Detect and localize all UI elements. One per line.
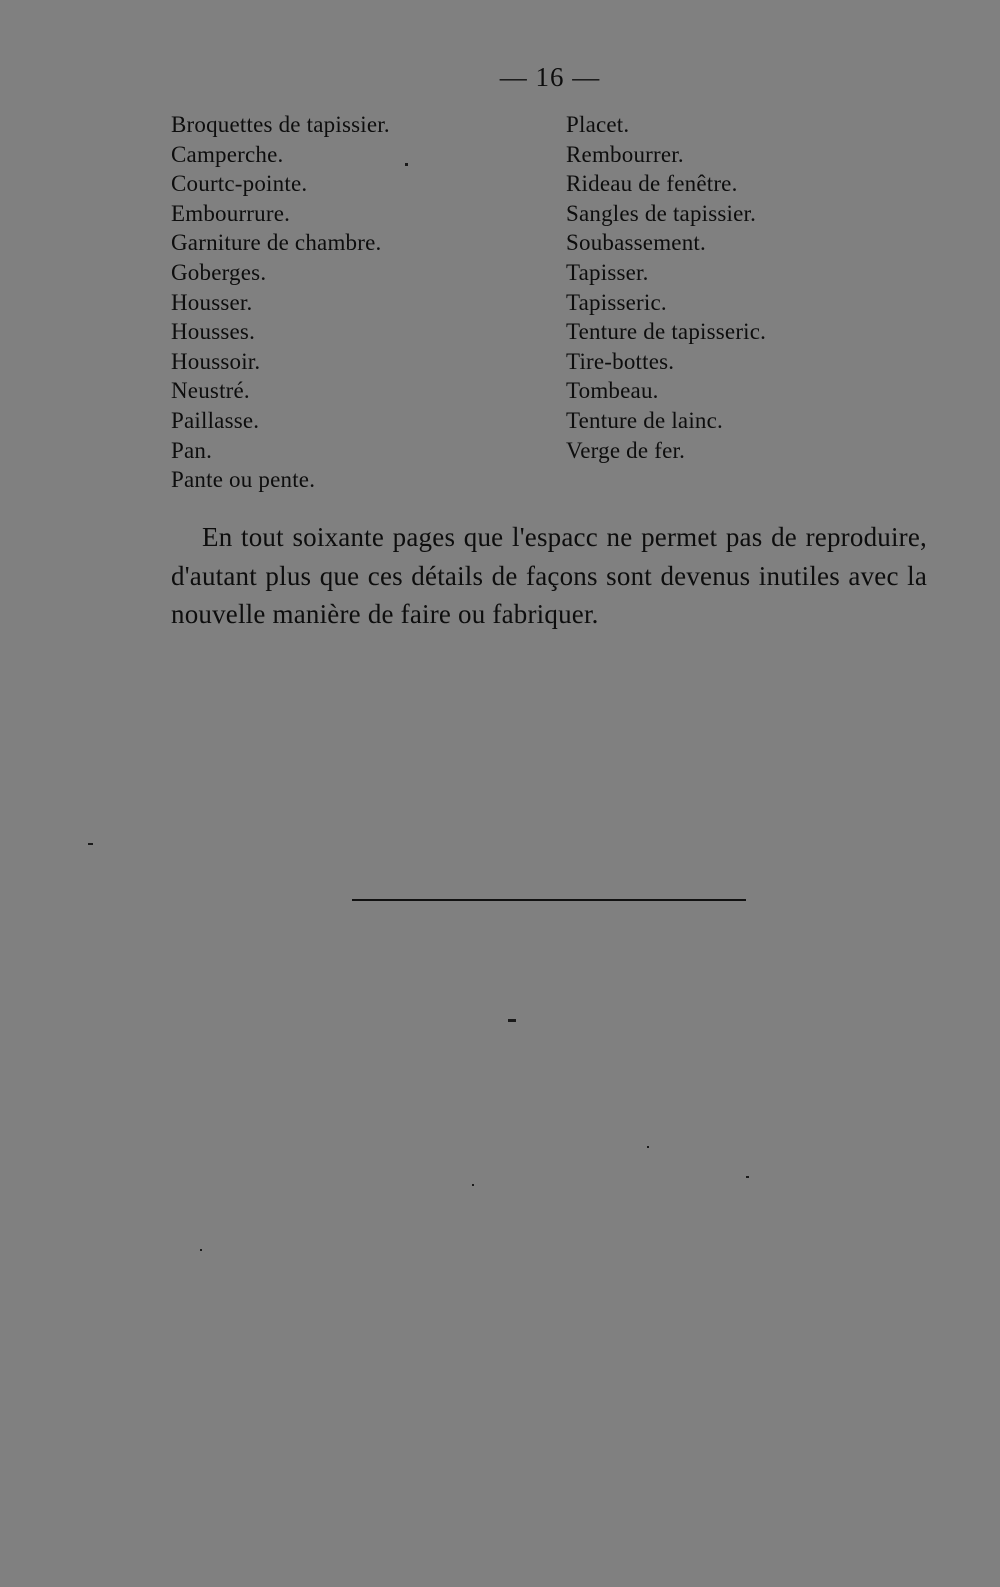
list-item: Camperche. xyxy=(171,141,284,167)
scan-speck xyxy=(746,1176,749,1178)
list-item: Broquettes de tapissier. xyxy=(171,112,390,137)
list-item: Rembourrer. xyxy=(566,141,684,167)
list-item: Placet. xyxy=(566,112,630,137)
entry-list-right xyxy=(566,110,766,465)
list-item: Embourrure. xyxy=(171,200,291,226)
list-item: Tombeau. xyxy=(566,378,659,404)
list-item: Courtc-pointe. xyxy=(171,171,308,197)
list-item: Garniture de chambre. xyxy=(171,230,382,256)
body-paragraph: En tout soixante pages que l'espacc ne permet pas de reproduire, d'autant plus que ces détails de façons sont devenus inutiles avec la nouvelle manière de faire ou fabriquer. xyxy=(171,522,927,629)
list-item: Houssoir. xyxy=(171,348,261,374)
list-item: Tenture de lainc. xyxy=(566,407,723,433)
page-number: — 16 — xyxy=(499,62,601,92)
list-item: Tapisser. xyxy=(566,259,649,285)
scan-speck xyxy=(508,1019,516,1022)
list-item: Housser. xyxy=(171,289,253,315)
scan-speck xyxy=(647,1146,649,1148)
list-item: Tenture de tapisseric. xyxy=(566,319,767,345)
list-item: Sangles de tapissier. xyxy=(566,200,757,226)
list-item: Verge de fer. xyxy=(566,437,686,463)
list-item: Goberges. xyxy=(171,259,267,285)
scan-speck xyxy=(472,1184,474,1186)
list-item: Paillasse. xyxy=(171,407,260,433)
list-item: Tire-bottes. xyxy=(566,348,675,374)
entry-list-left xyxy=(171,110,390,495)
list-item: Housses. xyxy=(171,319,256,345)
list-item: Tapisseric. xyxy=(566,289,667,315)
list-item: Soubassement. xyxy=(566,230,706,256)
horizontal-rule xyxy=(352,899,746,901)
list-item: Rideau de fenêtre. xyxy=(566,171,738,197)
scan-speck xyxy=(405,163,408,166)
list-item: Pan. xyxy=(171,437,213,463)
list-item: Neustré. xyxy=(171,378,250,404)
scan-speck xyxy=(200,1249,202,1251)
list-item: Pante ou pente. xyxy=(171,467,316,493)
scan-speck xyxy=(88,843,93,845)
